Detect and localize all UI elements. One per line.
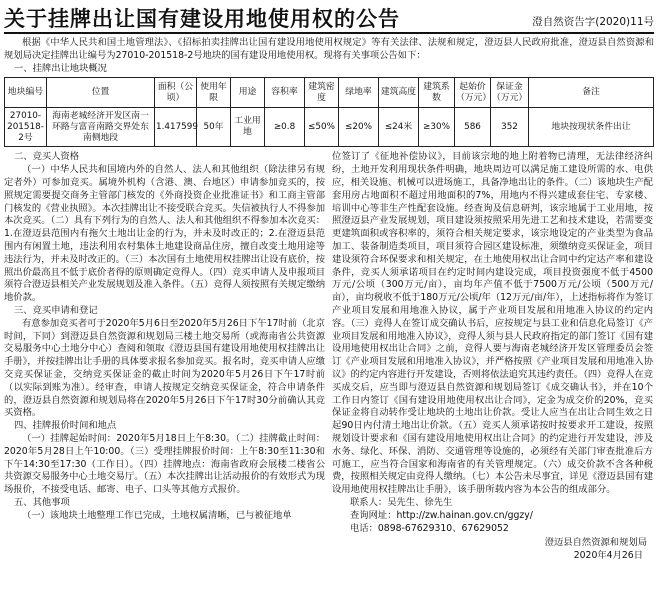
- contact-person: 联系人：吴先生、徐先生: [350, 496, 453, 508]
- col-header: 建筑系数: [419, 78, 455, 108]
- col-header: 建筑高度: [379, 78, 419, 108]
- section-heading-2: 二、竞买人资格: [14, 151, 80, 163]
- col-header: 位置: [47, 78, 155, 108]
- issue-date: 2020年4月26日: [573, 550, 643, 562]
- col-header: 面积（公顷）: [155, 78, 197, 108]
- table-header-row: [5, 78, 654, 108]
- contact-phone: 电话：0898-67629310、67629052: [350, 522, 509, 534]
- section-heading-1: 一、挂牌出让地块概况: [14, 62, 107, 74]
- table-cell: 1.417599: [155, 108, 197, 147]
- issuing-organization: 澄迈县自然资源和规划局: [544, 537, 647, 549]
- table-cell: 地块按现状条件出让: [529, 108, 654, 147]
- table-cell: ≤50%: [305, 108, 339, 147]
- left-column: [4, 151, 325, 563]
- col-header: 绿地率: [339, 78, 379, 108]
- header: [4, 2, 654, 34]
- table-cell: 586: [455, 108, 491, 147]
- query-website: 查询网址：http://zw.hainan.gov.cn/ggzy/: [350, 509, 533, 521]
- eligibility-paragraph: （一）中华人民共和国境内外的自然人、法人和其他组织（除法律另有规定者外）可参加竞买。属境外机构（含港、澳、台地区）申请参加竞买的，按照规定需要提交商务主管部门核发的《外商投资企业批准证书》和工商主管部门核发的《营业执照》。本次挂牌出让不接受联合竞买。失信被执行人不得参加本次竞买。（二）具有下列行为的自然人、法人和其他组织不得参加本次竞买：1.在澄迈县范围内有拖欠土地出让金的行为，并未及时改正的；2.在澄迈县范围内有闲置土地，违法利用农村集体土地建设商品住房，擅自改变土地用途等违法行为，并未及时改正的。（三）本次国有土地使用权挂牌出让设有底价，按照出价最高且不低于底价者得的原则确定竞得人。（四）竞买申请人及申报项目须符合澄迈县相关产业发展规划及准入条件。（五）竞得人须按照有关规定缴纳地价款。: [4, 164, 325, 304]
- page-title: 关于挂牌出让国有建设用地使用权的公告: [4, 7, 400, 31]
- bidding-time-paragraph: （一）挂牌起始时间：2020年5月18日上午8:30。（二）挂牌截止时间：2020年5月28日上午10:00。（三）受理挂牌报价时间：上午8:30至11:30和下午14:30至17:30（工作日）。（四）挂牌地点：海南省政府会展楼二楼省公共资源交易服务中心土地交易厅。（五）本次挂牌出让活动报价的有效形式为现场报价，不接受电话、邮寄、电子、口头等其他方式报价。: [4, 432, 325, 496]
- other-matters-paragraph: （一）该地块土地整理工作已完成，土地权属清晰，已与被征地单: [22, 509, 292, 521]
- registration-paragraph: 有意参加竞买者可于2020年5月6日至2020年5月26日下午17时前（北京时间，下同）到澄迈县自然资源和规划局三楼土地交易所（或海南省公共资源交易服务中心土地分中心）查阅和领取《澄迈县国有建设用地使用权挂牌出让手册》，并按挂牌出让手册的具体要求报名参加竞买。报名时，竞买申请人应缴交竞买保证金，交纳竞买保证金的截止时间为2020年5月26日下午17时前（以实际到账为准）。经审查，申请人按规定交纳竞买保证金，符合申请条件的，澄迈县自然资源和规划局将在2020年5月26日下午17时30分前确认其竞买资格。: [4, 317, 325, 419]
- right-column: [332, 151, 653, 563]
- table-cell: ≥30%: [419, 108, 455, 147]
- section-heading-4: 四、挂牌报价时间和地点: [14, 420, 117, 432]
- document-number: 澄自然资告字(2020)11号: [532, 16, 654, 28]
- table-cell: 50年: [197, 108, 231, 147]
- col-header: 备注: [529, 78, 654, 108]
- table-row: [5, 108, 654, 147]
- col-header: 建筑密度: [305, 78, 339, 108]
- col-header: 用途: [231, 78, 265, 108]
- col-header: 使用年限: [197, 78, 231, 108]
- other-matters-continued: 位签订了《征地补偿协议》，目前该宗地的地上附着物已清理，无法律经济纠纷，土地开发利用现状条件明确，地块周边可以满足施工建设所需的水、电供应，相关设施、机械可以进场施工，具备净地出让的条件。（二）该地块生产配套用房占地面积不超过用地面积的7%，用地内不得兴建成套住宅、专家楼、培训中心等非生产性配套设施。经查询及信息研判，该宗地属于工业用地，按照澄迈县产业发展规划，项目建设须按照采用先进工艺和技术建设，若需要变更建筑面积或容积率的，须符合相关规定要求，该宗地设定的产业类型为食品加工、装备制造类项目，项目须符合园区建设标准，须缴纳竞买保证金，项目建设须符合环保要求和相关规定，在土地使用权出让合同中约定达产率和建设条件，竞买人须承诺项目在约定时间内建设完成，项目投资强度不低于4500万元/公顷（300万元/亩），亩均年产值不低于7500万元/公顷（500万元/亩），亩均税收不低于180万元/公顷/年（12万元/亩/年），上述指标将作为签订产业项目发展和用地准入协议，属于产业项目发展和用地准入协议的约定内容。（三）竞得人在签订成交确认书后，应按规定与县工业和信息化局签订《产业项目发展和用地准入协议》，竞得人须与县人民政府指定的部门签订《国有建设用地使用权出让合同》之前，竞得人要与海南老城经济开发区管理委员会签订《产业项目发展和用地准入协议》，并严格按照《产业项目发展和用地准入协议》的约定内容进行开发建设，否则将依法追究其违约责任。（四）竞得人在竞买成交后，应当即与澄迈县自然资源和规划局签订《成交确认书》，并在10个工作日内签订《国有建设用地使用权出让合同》，定金为成交价的20%，竞买保证金将自动转作受让地块的土地出让价款。受让人应当在出让合同生效之日起90日内付清土地出让价款。（五）竞买人须承诺按时按要求开工建设，按照规划设计要求和《国有建设用地使用权出让合同》的约定进行开发建设，涉及水务、绿化、环保、消防、交通管理等设施的，必须经有关部门审查批准后方可施工，应当符合国家和海南省的有关管理规定。（六）成交价款不含各种税费，按照相关规定由竞得人缴纳。（七）本公告未尽事宜，详见《澄迈县国有建设用地使用权挂牌出让手册》，该手册所载内容为本公告的组成部分。: [332, 151, 654, 496]
- body-columns: [4, 151, 654, 563]
- table-cell: 352: [491, 108, 529, 147]
- col-header: 地块编号: [5, 78, 47, 108]
- table-cell: 27010-201518-2号: [5, 108, 47, 147]
- table-cell: ≤24米: [379, 108, 419, 147]
- table-cell: 工业用地: [231, 108, 265, 147]
- table-cell: 海南老城经济开发区南一环路与富音南路交界处东南侧地段: [47, 108, 155, 147]
- table-cell: ≥0.8: [265, 108, 305, 147]
- col-header: 保证金（万元）: [491, 78, 529, 108]
- section-heading-5: 五、其他事项: [14, 496, 70, 508]
- intro-paragraph: 根据《中华人民共和国土地管理法》、《招标拍卖挂牌出让国有建设用地使用权规定》等有关法律、法规和规定，澄迈县人民政府批准，澄迈县自然资源和规划局决定挂牌出让编号为27010-201518-2号地块的国有建设用地使用权。现将有关事项公告如下：: [4, 37, 654, 61]
- col-header: 容积率: [265, 78, 305, 108]
- col-header: 起始价（万元）: [455, 78, 491, 108]
- section-heading-3: 三、竞买申请和登记: [14, 304, 98, 316]
- table-cell: ≤20%: [339, 108, 379, 147]
- plot-table: [4, 77, 654, 147]
